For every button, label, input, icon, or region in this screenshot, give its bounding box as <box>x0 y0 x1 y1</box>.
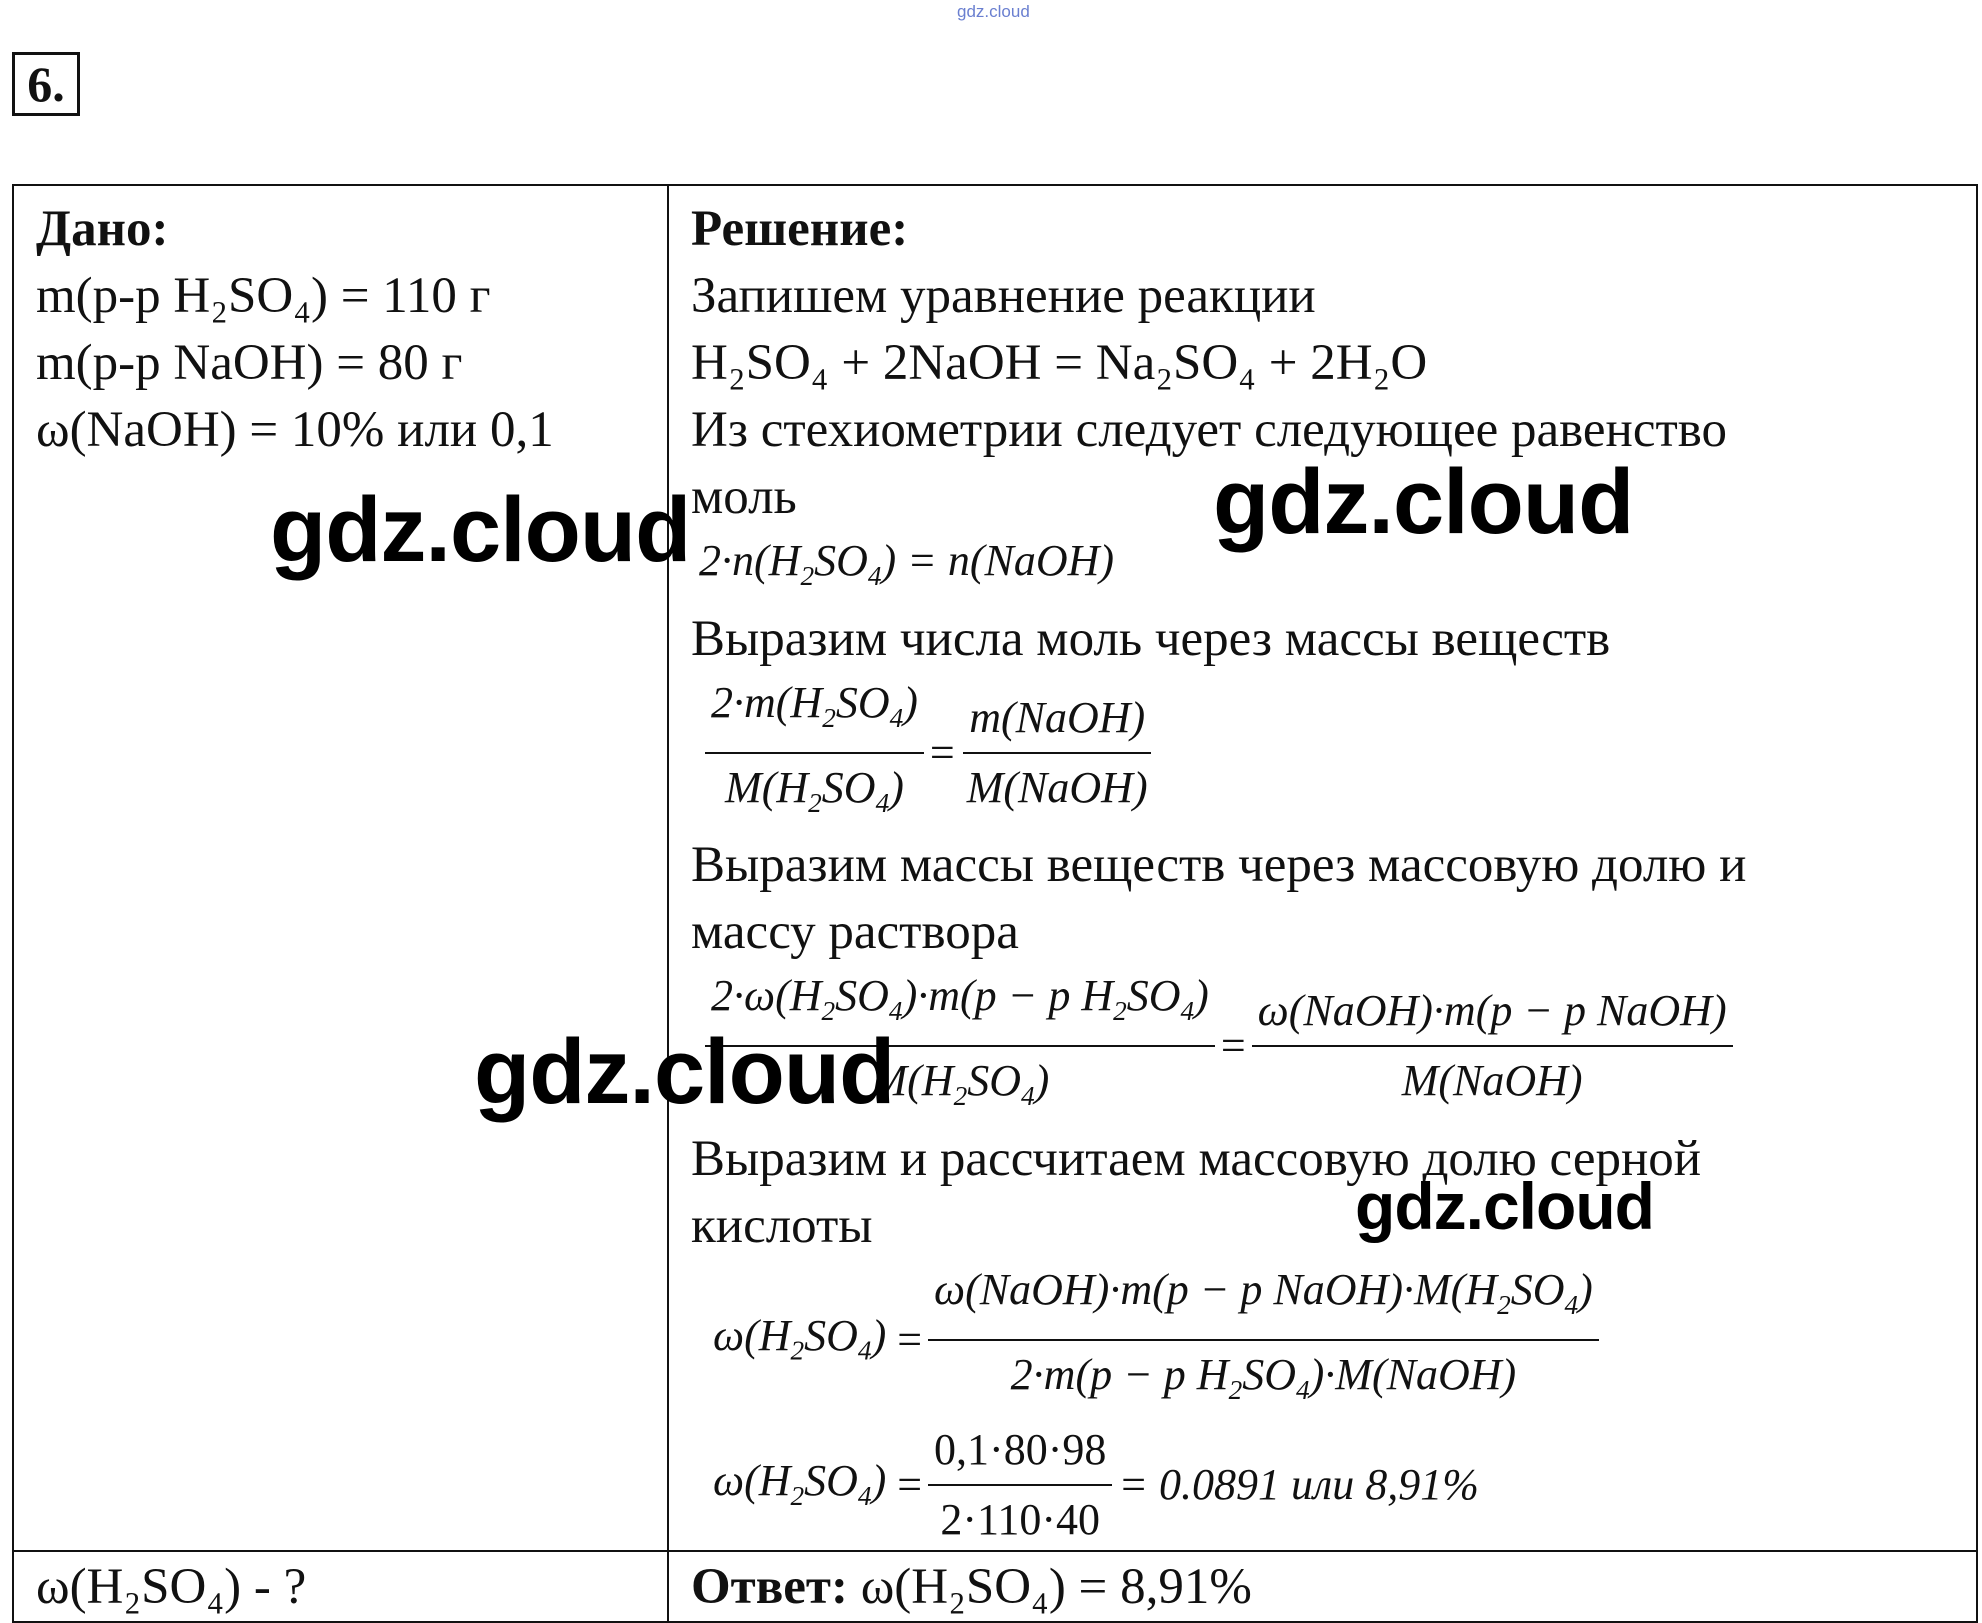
calc-numerator: 0,1·80·98 <box>928 1420 1112 1486</box>
answer-label: Ответ: <box>691 1558 848 1615</box>
text-reaction-intro: Запишем уравнение реакции <box>691 268 1316 324</box>
formula-fraction-expression: $\omega(H_2SO_4)$ = $\frac{\omega(NaOH)\cdot m(p - p NaOH)\cdot M(H_2SO_4)}{2\cdot m(p - p H_2SO_4)\cdot M(NaOH)}$ <box>691 1260 1976 1420</box>
solution-cell <box>668 185 1977 1551</box>
formula-mass-ratio: $\frac{2\cdot m(H_2SO_4)}{M(H_2SO_4)}$ = $\frac{\text{m(NaOH)}}{\text{M(NaOH)}}$ <box>691 673 1976 833</box>
answer-value: ω(H₂SO₄) = 8,91% <box>860 1558 1252 1615</box>
text-calc-fraction: Выразим и рассчитаем массовую долю серной <box>691 1130 1702 1187</box>
given-line-1: m(р-р H₂SO₄) = 110 г <box>36 268 491 324</box>
text-stoichiometry: Из стехиометрии следует следующее равенство <box>691 402 1727 458</box>
calc-denominator: 2·110·40 <box>940 1494 1101 1544</box>
given-line-3: ω(NaOH) = 10% или 0,1 <box>36 402 554 458</box>
text-mass-via-fraction-2: массу раствора <box>691 904 1019 961</box>
watermark-2: gdz.cloud <box>1213 451 1634 553</box>
task-number: 6. <box>12 52 80 116</box>
text-moles-via-mass: Выразим числа моль через массы веществ <box>691 610 1611 667</box>
text-mass-via-fraction: Выразим массы веществ через массовую долю и <box>691 837 1747 894</box>
formula-fraction-ratio: $\frac{2\cdot\omega(H_2SO_4)\cdot m(p - p H_2SO_4)}{M(H_2SO_4)}$ = $\frac{\text{ω(NaOH)·m(p − p NaOH)}}{\text{M(NaOH)}}$ <box>691 966 1976 1126</box>
given-cell <box>13 185 668 1551</box>
text-calc-fraction-2: кислоты <box>691 1197 873 1254</box>
given-heading: Дано: <box>36 201 169 257</box>
formula-calculation: $\omega(H_2SO_4)$ = $\frac{0,1\cdot 80\cdot 98}{2\cdot 110\cdot 40}$ = 0.0891 или 8,91% <box>691 1420 1976 1550</box>
top-watermark: gdz.cloud <box>957 2 1030 21</box>
calc-result: = 0.0891 или 8,91% <box>1118 1459 1479 1509</box>
find-line: ω(H₂SO₄) - ? <box>36 1558 307 1615</box>
given-line-2: m(р-р NaOH) = 80 г <box>36 335 463 391</box>
watermark-1: gdz.cloud <box>270 479 691 581</box>
watermark-4: gdz.cloud <box>1355 1169 1654 1243</box>
solution-heading: Решение: <box>691 201 909 257</box>
watermark-3: gdz.cloud <box>474 1021 895 1123</box>
text-stoichiometry-2: моль <box>691 469 797 525</box>
formula-mole-equality: $2\cdot n(H_2SO_4)$ = n(NaOH) <box>699 536 1115 591</box>
solution-table <box>12 184 1978 1623</box>
reaction-equation: H₂SO₄ + 2NaOH = Na₂SO₄ + 2H₂O <box>691 335 1428 391</box>
